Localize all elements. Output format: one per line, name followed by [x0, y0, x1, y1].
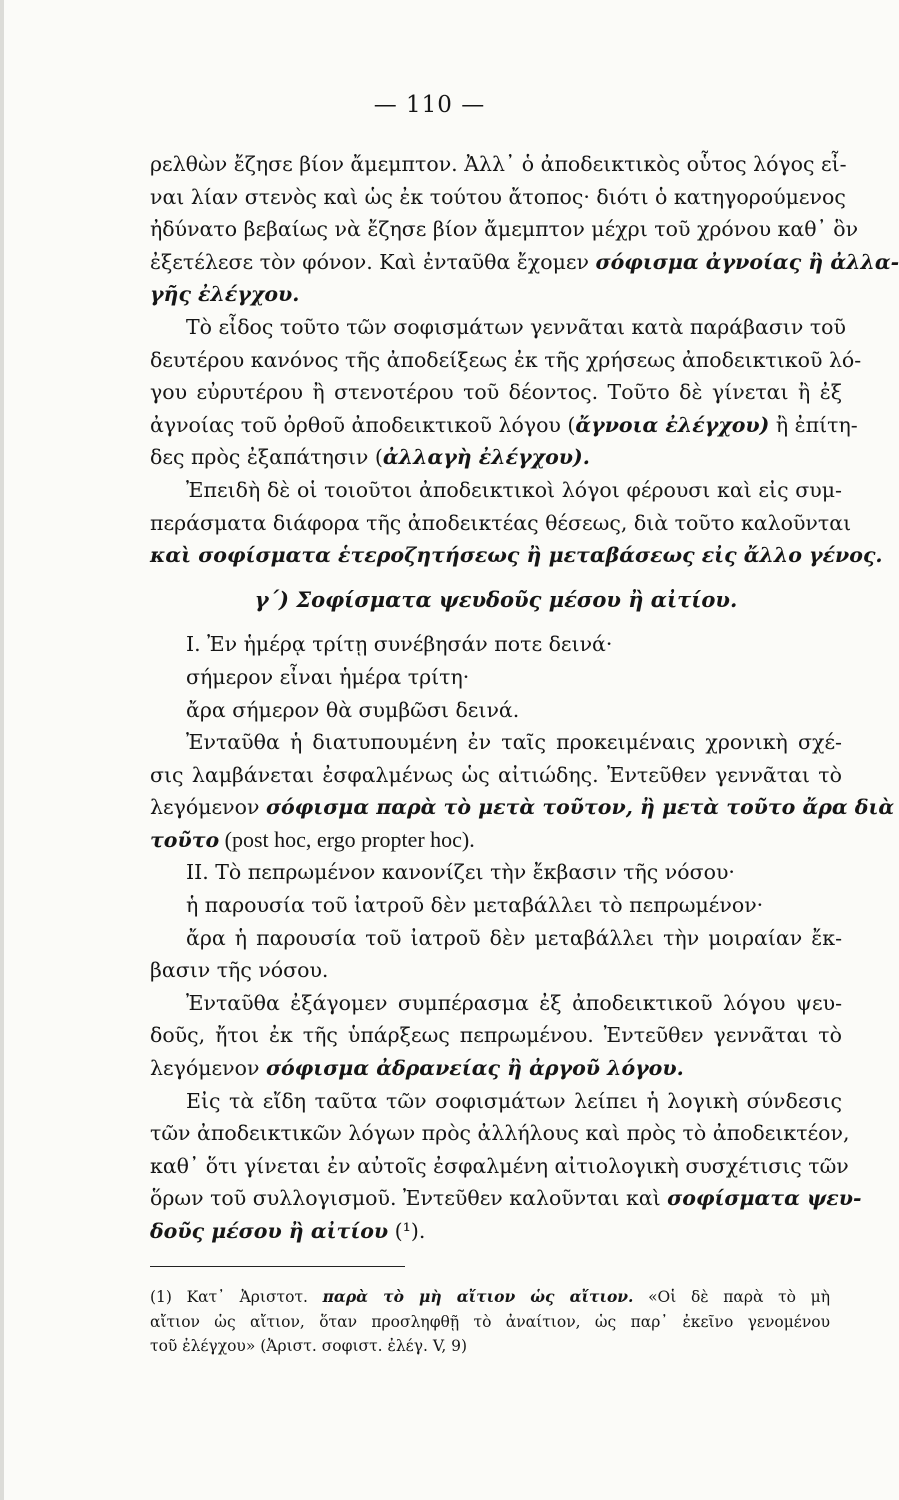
example-2	[150, 856, 842, 986]
page-body	[150, 148, 899, 1248]
emphasis-term: ἀλλαγὴ ἐλέγχου).	[382, 445, 590, 470]
text-line: ἠδύνατο βεβαίως νὰ ἔζησε βίον ἄμεμπτον μέχρι τοῦ χρόνου καθ᾽ ὃν	[150, 217, 859, 242]
latin-phrase: (post hoc, ergo propter hoc).	[219, 826, 475, 852]
syllogism-line: Ι. Ἐν ἡμέρᾳ τρίτῃ συνέβησάν ποτε δεινά·	[186, 632, 613, 657]
footnote-line	[150, 1285, 830, 1310]
footnote	[150, 1285, 830, 1359]
syllogism-line: ΙΙ. Τὸ πεπρωμένον κανονίζει τὴν ἔκβασιν τῆς νόσου·	[186, 860, 735, 885]
text-line: Ἐνταῦθα ἡ διατυπουμένη ἐν ταῖς προκειμέναις χρονικὴ σχέ-	[186, 730, 842, 755]
syllogism-line: βασιν τῆς νόσου.	[150, 958, 329, 983]
text-run: δες πρὸς ἐξαπάτησιν (	[150, 445, 383, 470]
text-line	[150, 824, 842, 857]
paragraph-5	[150, 987, 842, 1085]
footnote-line: τοῦ ἐλέγχου» (Ἀριστ. σοφιστ. ἐλέγ. V, 9)	[150, 1337, 468, 1355]
paragraph-1	[150, 148, 899, 311]
text-line	[150, 1052, 842, 1085]
text-line	[150, 1182, 862, 1215]
emphasis-term: σόφισμα ἀδρανείας ἢ ἀργοῦ λόγου.	[265, 1056, 684, 1081]
footnote-reference: (¹).	[388, 1219, 426, 1243]
paragraph-3	[150, 474, 883, 572]
text-line: δοῦς, ἤτοι ἐκ τῆς ὑπάρξεως πεπρωμένου. Ἐντεῦθεν γεννᾶται τὸ	[150, 1023, 842, 1048]
emphasis-term: σόφισμα παρὰ τὸ μετὰ τοῦτον, ἢ μετὰ τοῦτο ἄρα διὰ	[265, 795, 895, 820]
syllogism-line: σήμερον εἶναι ἡμέρα τρίτη·	[186, 664, 470, 689]
syllogism-line: ἄρα σήμερον θὰ συμβῶσι δεινά.	[186, 697, 520, 722]
text-line	[150, 441, 842, 474]
emphasis-term: τοῦτο	[150, 827, 220, 852]
text-line: γου εὐρυτέρου ἢ στενοτέρου τοῦ δέοντος. Τοῦτο δὲ γίνεται ἢ ἐξ	[150, 380, 842, 405]
text-line: Ἐνταῦθα ἐξάγομεν συμπέρασμα ἐξ ἀποδεικτικοῦ λόγου ψευ-	[186, 990, 842, 1015]
page-number: — 110 —	[373, 92, 486, 118]
text-line: τῶν ἀποδεικτικῶν λόγων πρὸς ἀλλήλους καὶ πρὸς τὸ ἀποδεικτέον,	[150, 1121, 850, 1146]
footnote-divider	[150, 1266, 405, 1267]
text-line: ρελθὼν ἔζησε βίον ἄμεμπτον. Ἀλλ᾽ ὁ ἀποδεικτικὸς οὗτος λόγος εἶ-	[150, 152, 847, 176]
emphasis-term: καὶ σοφίσματα ἑτεροζητήσεως ἢ μεταβάσεως εἰς ἄλλο γένος.	[150, 543, 883, 568]
footnote-line: αἴτιον ὡς αἴτιον, ὅταν προσληφθῇ τὸ ἀναίτιον, ὡς παρ᾽ ἐκεῖνο γενομένου	[150, 1312, 830, 1331]
example-1	[150, 628, 842, 726]
text-run: λεγόμενον	[150, 1056, 266, 1081]
text-line: Ἐπειδὴ δὲ οἱ τοιοῦτοι ἀποδεικτικοὶ λόγοι φέρουσι καὶ εἰς συμ-	[186, 477, 842, 502]
text-run: ἐξετέλεσε τὸν φόνον. Καὶ ἐνταῦθα ἔχομεν	[150, 249, 596, 274]
emphasis-term: σοφίσματα ψευ-	[667, 1186, 862, 1211]
emphasis-term: σόφισμα ἀγνοίας ἢ ἀλλα-	[595, 249, 899, 274]
text-line: Τὸ εἶδος τοῦτο τῶν σοφισμάτων γεννᾶται κατὰ παράβασιν τοῦ	[186, 314, 846, 339]
text-run: ὅρων τοῦ συλλογισμοῦ. Ἐντεῦθεν καλοῦνται καὶ	[150, 1186, 668, 1211]
emphasis-term: παρὰ τὸ μὴ αἴτιον ὡς αἴτιον.	[322, 1287, 634, 1306]
text-run: λεγόμενον	[150, 795, 266, 820]
text-run: (1) Κατ᾽ Ἀριστοτ.	[150, 1288, 323, 1306]
section-heading: γ΄) Σοφίσματα ψευδοῦς μέσου ἢ αἰτίου.	[254, 586, 738, 612]
page-edge	[0, 0, 4, 1500]
text-run: ἢ ἐπίτη-	[769, 412, 858, 437]
text-line	[150, 791, 895, 824]
text-run: ἀγνοίας τοῦ ὀρθοῦ ἀποδεικτικοῦ λόγου (	[150, 412, 576, 437]
text-line: δευτέρου κανόνος τῆς ἀποδείξεως ἐκ τῆς χρήσεως ἀποδεικτικοῦ λό-	[150, 347, 862, 372]
text-line	[150, 1215, 842, 1248]
text-line: Εἰς τὰ εἴδη ταῦτα τῶν σοφισμάτων λείπει ἡ λογικὴ σύνδεσις	[186, 1088, 842, 1113]
text-run: «Οἱ δὲ παρὰ τὸ μὴ	[633, 1288, 830, 1306]
paragraph-6	[150, 1085, 862, 1248]
syllogism-line: ἄρα ἡ παρουσία τοῦ ἰατροῦ δὲν μεταβάλλει τὴν μοιραίαν ἔκ-	[186, 925, 842, 950]
syllogism-line: ἡ παρουσία τοῦ ἰατροῦ δὲν μεταβάλλει τὸ πεπρωμένον·	[186, 893, 764, 918]
emphasis-term: γῆς ἐλέγχου.	[150, 282, 300, 307]
paragraph-4	[150, 726, 895, 856]
text-line: ναι λίαν στενὸς καὶ ὡς ἐκ τούτου ἄτοπος· διότι ὁ κατηγορούμενος	[150, 184, 846, 209]
text-line: καθ᾽ ὅτι γίνεται ἐν αὐτοῖς ἐσφαλμένη αἰτιολογικὴ συσχέτισις τῶν	[150, 1153, 849, 1178]
text-line	[150, 246, 899, 279]
text-line: περάσματα διάφορα τῆς ἀποδεικτέας θέσεως, διὰ τοῦτο καλοῦνται	[150, 510, 852, 535]
text-line: σις λαμβάνεται ἐσφαλμένως ὡς αἰτιώδης. Ἐντεῦθεν γεννᾶται τὸ	[150, 762, 842, 787]
text-line	[150, 409, 858, 442]
emphasis-term: δοῦς μέσου ἢ αἰτίου	[150, 1219, 389, 1243]
emphasis-term: ἄγνοια ἐλέγχου)	[575, 412, 770, 437]
paragraph-2	[150, 311, 862, 474]
